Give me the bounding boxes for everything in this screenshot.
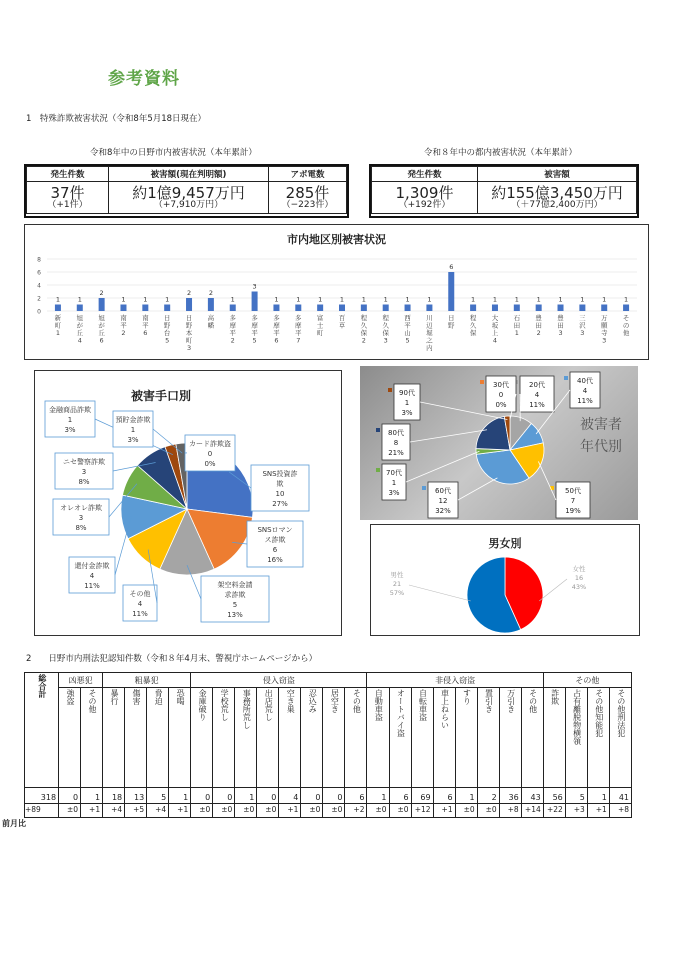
leader-line — [409, 585, 471, 601]
data-label: 8% — [75, 524, 87, 532]
total-diff: +89 — [25, 804, 59, 818]
data-label: 0% — [495, 401, 507, 409]
bar — [579, 305, 585, 312]
diff-cell: ±0 — [191, 804, 213, 818]
count-cell: 0 — [191, 788, 213, 804]
diff-cell: +2 — [345, 804, 367, 818]
total-header: 総合計 — [25, 673, 59, 788]
column-header: 暴行 — [103, 688, 125, 788]
column-header: 自転車盗 — [411, 688, 433, 788]
data-label: 60代 — [435, 487, 451, 495]
bar — [186, 298, 192, 311]
bar-value-label: 1 — [274, 295, 279, 304]
bar — [405, 305, 411, 312]
count-cell: 1 — [367, 788, 389, 804]
bar-chart-title: 市内地区別被害状況 — [287, 233, 386, 246]
count-cell: 0 — [323, 788, 345, 804]
column-header: 忍込み — [301, 688, 323, 788]
bar-value-label: 1 — [558, 295, 563, 304]
count-cell: 18 — [103, 788, 125, 804]
x-tick-label: 豊田 3 — [557, 314, 564, 337]
data-label: 還付金詐欺 — [74, 562, 110, 570]
bar-value-label: 1 — [602, 295, 607, 304]
x-tick-label: 多摩平 7 — [295, 314, 302, 345]
diff-cell: +8 — [609, 804, 631, 818]
data-label: 30代 — [493, 381, 509, 389]
count-cell: 1 — [169, 788, 191, 804]
data-label: ス詐欺 — [264, 536, 286, 544]
hino-apo-header: アポ電数 — [269, 167, 347, 182]
column-header: 学校荒し — [213, 688, 235, 788]
gender-data-label: 16 — [574, 574, 584, 582]
age-pie-title: 被害者年代別 — [580, 417, 622, 456]
x-tick-label: 程久保 — [469, 314, 477, 337]
age-pie-chart — [360, 366, 638, 520]
data-label: 4 — [582, 387, 588, 395]
tokyo-amount-diff: （＋77億2,400万円） — [511, 199, 603, 210]
legend-swatch — [388, 388, 392, 392]
data-label: 預貯金詐欺 — [115, 416, 151, 424]
column-header: 恐喝 — [169, 688, 191, 788]
column-header: 傷害 — [125, 688, 147, 788]
diff-cell: +22 — [543, 804, 565, 818]
count-cell: 0 — [213, 788, 235, 804]
data-label: 金融商品詐欺 — [49, 406, 91, 414]
bar-value-label: 1 — [383, 295, 388, 304]
data-label: オレオレ詐欺 — [60, 504, 102, 512]
column-header: 強盗 — [59, 688, 81, 788]
data-label: 8% — [78, 478, 90, 486]
data-label: SNS投資詐 — [262, 470, 298, 478]
data-label: 1 — [130, 426, 136, 434]
column-header: 居空き — [323, 688, 345, 788]
bar-value-label: 1 — [580, 295, 585, 304]
data-label: 70代 — [386, 469, 402, 477]
tokyo-summary-caption: 令和８年中の都内被害状況（本年累計） — [424, 148, 578, 158]
data-label: 3 — [78, 514, 84, 522]
count-cell: 5 — [147, 788, 169, 804]
bar-value-label: 1 — [77, 295, 82, 304]
data-label: 4 — [89, 572, 95, 580]
data-label: 10 — [275, 490, 285, 498]
count-cell: 1 — [81, 788, 103, 804]
data-label: 12 — [438, 497, 448, 505]
data-label: 1 — [391, 479, 397, 487]
count-cell: 6 — [433, 788, 455, 804]
bar-value-label: 1 — [165, 295, 170, 304]
diff-cell: +1 — [81, 804, 103, 818]
column-header: その他知能犯 — [587, 688, 609, 788]
bar-value-label: 2 — [186, 289, 192, 297]
x-tick-label: 石田 1 — [513, 314, 521, 337]
bar-value-label: 1 — [296, 295, 301, 304]
gender-data-label: 男性 — [390, 571, 404, 579]
legend-swatch — [376, 468, 380, 472]
column-header: その他 — [345, 688, 367, 788]
y-tick-label: 0 — [37, 308, 41, 316]
hino-amount-diff: （+7,910万円） — [153, 199, 224, 210]
x-tick-label: 新町 1 — [54, 314, 62, 337]
bar-value-label: 6 — [449, 263, 454, 271]
bar — [142, 305, 148, 312]
column-header: 事務所荒し — [235, 688, 257, 788]
x-tick-label: 西平山 5 — [404, 314, 411, 345]
diff-cell: ±0 — [257, 804, 279, 818]
bar — [164, 305, 170, 312]
data-label: 11% — [529, 401, 545, 409]
x-tick-label: 日野 — [448, 314, 455, 330]
y-tick-label: 2 — [37, 295, 41, 303]
bar — [448, 272, 454, 311]
count-cell: 2 — [477, 788, 499, 804]
bar — [383, 305, 389, 312]
column-header: オートバイ盗 — [389, 688, 411, 788]
data-label: 8 — [393, 439, 399, 447]
data-label: 0 — [498, 391, 504, 399]
bar — [230, 305, 236, 312]
x-tick-label: 南平 6 — [142, 314, 149, 337]
x-tick-label: 程久保 2 — [360, 314, 368, 345]
bar — [623, 305, 629, 312]
gender-data-label: 女性 — [572, 565, 586, 573]
total-value: 318 — [25, 788, 59, 804]
x-tick-label: 高幡 — [207, 314, 215, 330]
bar — [295, 305, 301, 312]
bar — [120, 305, 126, 312]
count-cell: 1 — [455, 788, 477, 804]
bar-value-label: 3 — [252, 282, 257, 291]
diff-cell: +5 — [125, 804, 147, 818]
diff-cell: +12 — [411, 804, 433, 818]
group-header: 非侵入窃盗 — [367, 673, 543, 688]
data-label: 11% — [132, 610, 148, 618]
bar-value-label: 1 — [536, 295, 541, 304]
bar — [601, 305, 607, 312]
data-label: 1 — [404, 399, 410, 407]
column-header: 詐欺 — [543, 688, 565, 788]
count-cell: 6 — [345, 788, 367, 804]
count-cell: 1 — [235, 788, 257, 804]
diff-cell: ±0 — [389, 804, 411, 818]
group-header: 凶悪犯 — [59, 673, 103, 688]
bar-value-label: 1 — [405, 295, 410, 304]
data-label: 16% — [267, 556, 283, 564]
column-header: 占有離脱物横領 — [565, 688, 587, 788]
bar — [558, 305, 564, 312]
diff-cell: +1 — [279, 804, 301, 818]
count-cell: 6 — [389, 788, 411, 804]
x-tick-label: 大坂上 4 — [491, 314, 499, 345]
count-cell: 0 — [301, 788, 323, 804]
tokyo-count: 1,309件 — [395, 183, 454, 202]
hino-summary-table — [24, 164, 349, 218]
bar-value-label: 1 — [230, 295, 235, 304]
data-label: 4 — [137, 600, 143, 608]
count-cell: 5 — [565, 788, 587, 804]
count-cell: 1 — [587, 788, 609, 804]
count-cell: 41 — [609, 788, 631, 804]
leader-line — [410, 430, 487, 442]
x-tick-label: 富士町 — [316, 314, 324, 337]
bar-value-label: 1 — [318, 295, 323, 304]
x-tick-label: 旭が丘 4 — [76, 314, 84, 345]
count-cell: 13 — [125, 788, 147, 804]
tokyo-summary-table — [369, 164, 639, 218]
column-header: その他刑法犯 — [609, 688, 631, 788]
x-tick-label: 日野台 5 — [163, 314, 171, 345]
x-tick-label: 三沢 3 — [579, 314, 586, 337]
data-label: 架空料金請 — [217, 581, 253, 589]
legend-swatch — [376, 428, 380, 432]
district-bar-chart — [24, 224, 649, 360]
bar — [55, 305, 61, 312]
bar-value-label: 1 — [55, 295, 60, 304]
column-header: すり — [455, 688, 477, 788]
x-tick-label: 旭が丘 6 — [98, 314, 105, 345]
column-header: 自動車盗 — [367, 688, 389, 788]
diff-cell: ±0 — [323, 804, 345, 818]
count-cell: 36 — [499, 788, 521, 804]
data-label: 21% — [388, 449, 404, 457]
bar-value-label: 1 — [624, 295, 629, 304]
x-tick-label: 多摩平 6 — [273, 314, 280, 345]
bar — [77, 305, 83, 312]
data-label: 0 — [207, 450, 213, 458]
data-label: SNSロマン — [257, 526, 293, 534]
diff-cell: +1 — [169, 804, 191, 818]
data-label: 32% — [435, 507, 451, 515]
diff-cell: ±0 — [367, 804, 389, 818]
bar — [99, 298, 105, 311]
column-header: 車上ねらい — [433, 688, 455, 788]
count-cell: 0 — [257, 788, 279, 804]
gender-data-label: 43% — [571, 583, 587, 591]
group-header: 粗暴犯 — [103, 673, 191, 688]
hino-apo: 285件 — [285, 183, 330, 202]
data-label: 6 — [272, 546, 278, 554]
gender-pie-title: 男女別 — [488, 537, 522, 550]
bar-chart-svg — [25, 245, 648, 359]
data-label: 3 — [81, 468, 87, 476]
x-tick-label: 川辺堀之内 — [426, 314, 433, 352]
y-tick-label: 6 — [37, 269, 41, 277]
bar-value-label: 1 — [361, 295, 366, 304]
data-label: 40代 — [577, 377, 593, 385]
leader-line — [539, 579, 567, 601]
data-label: 4 — [534, 391, 540, 399]
tokyo-count-header: 発生件数 — [372, 167, 478, 182]
data-label: 27% — [272, 500, 288, 508]
data-label: 5 — [232, 601, 238, 609]
tokyo-count-diff: （+192件） — [398, 199, 451, 210]
age-pie-svg — [360, 366, 638, 520]
section2-heading: 2 日野市内刑法犯認知件数（令和８年4月末、警視庁ホームページから） — [26, 654, 318, 664]
bar-value-label: 1 — [121, 295, 126, 304]
column-header: 金庫破り — [191, 688, 213, 788]
column-header: 空き巣 — [279, 688, 301, 788]
bar — [426, 305, 432, 312]
group-header: その他 — [543, 673, 631, 688]
group-header: 侵入窃盗 — [191, 673, 367, 688]
y-tick-label: 8 — [37, 256, 41, 264]
data-label: 欺 — [276, 480, 284, 488]
x-tick-label: 日野本町 3 — [185, 314, 193, 352]
bar-value-label: 1 — [339, 295, 345, 304]
data-label: 90代 — [399, 389, 415, 397]
diff-cell: ±0 — [477, 804, 499, 818]
bar — [514, 305, 520, 312]
diff-cell: +4 — [103, 804, 125, 818]
count-cell: 56 — [543, 788, 565, 804]
bar-value-label: 1 — [143, 295, 148, 304]
legend-swatch — [422, 486, 426, 490]
bar — [492, 305, 498, 312]
x-tick-label: 程久保 3 — [382, 314, 389, 345]
hino-count-header: 発生件数 — [27, 167, 109, 182]
section1-heading: 1 特殊詐欺被害状況（令和8年5月18日現在） — [26, 114, 207, 124]
bar — [470, 305, 476, 312]
leader-line — [538, 461, 556, 500]
bar-value-label: 1 — [514, 295, 519, 304]
count-cell: 43 — [521, 788, 543, 804]
diff-cell: +4 — [147, 804, 169, 818]
column-header: その他 — [81, 688, 103, 788]
hino-count: 37件 — [50, 183, 85, 202]
data-label: その他 — [129, 590, 151, 598]
diff-cell: +3 — [565, 804, 587, 818]
data-label: 7 — [570, 497, 576, 505]
bar-value-label: 1 — [492, 295, 498, 304]
count-cell: 0 — [59, 788, 81, 804]
hino-apo-diff: （−223件） — [281, 199, 334, 210]
data-label: 80代 — [388, 429, 404, 437]
x-tick-label: 万願寺 3 — [600, 314, 608, 345]
data-label: 19% — [565, 507, 581, 515]
gender-data-label: 57% — [389, 589, 405, 597]
data-label: カード詐欺盗 — [189, 440, 231, 448]
hino-amount-header: 被害額(現在判明額) — [109, 167, 269, 182]
column-header: 出店荒し — [257, 688, 279, 788]
data-label: 求詐欺 — [224, 591, 246, 599]
bar — [317, 305, 323, 312]
gender-pie-svg — [371, 525, 639, 635]
column-header: 万引き — [499, 688, 521, 788]
y-tick-label: 4 — [37, 282, 41, 290]
bar — [361, 305, 367, 312]
x-tick-label: 多摩平 5 — [251, 314, 258, 345]
data-label: 11% — [577, 397, 593, 405]
diff-cell: +1 — [433, 804, 455, 818]
data-label: 50代 — [565, 487, 581, 495]
leader-line — [406, 451, 479, 482]
method-pie-svg — [35, 371, 341, 635]
data-label: 13% — [227, 611, 243, 619]
legend-swatch — [480, 380, 484, 384]
page-title: 参考資料 — [108, 69, 180, 89]
count-cell: 69 — [411, 788, 433, 804]
gender-pie-chart — [370, 524, 640, 636]
leader-line — [458, 478, 497, 500]
count-cell: 4 — [279, 788, 301, 804]
data-label: 0% — [204, 460, 216, 468]
diff-cell: ±0 — [213, 804, 235, 818]
bar — [208, 298, 214, 311]
bar-value-label: 1 — [427, 295, 432, 304]
hino-count-diff: （+1件） — [47, 199, 88, 210]
diff-cell: ±0 — [301, 804, 323, 818]
column-header: 置引き — [477, 688, 499, 788]
gender-data-label: 21 — [392, 580, 402, 588]
data-label: 20代 — [529, 381, 545, 389]
x-tick-label: 豊田 2 — [535, 314, 542, 337]
diff-cell: ±0 — [455, 804, 477, 818]
x-tick-label: 多摩平 2 — [229, 314, 236, 345]
data-label: 3% — [401, 409, 413, 417]
data-label: 3% — [127, 436, 139, 444]
data-label: 1 — [67, 416, 73, 424]
data-label: 3% — [388, 489, 400, 497]
method-pie-title: 被害手口別 — [131, 389, 192, 403]
x-tick-label: 百草 — [338, 314, 346, 330]
x-tick-label: 南平 2 — [120, 314, 127, 337]
diff-cell: ±0 — [235, 804, 257, 818]
crime-table — [24, 672, 632, 818]
bar-value-label: 1 — [471, 295, 476, 304]
diff-cell: +14 — [521, 804, 543, 818]
bar — [536, 305, 542, 312]
method-pie-chart — [34, 370, 342, 636]
hino-summary-caption: 令和8年中の日野市内被害状況（本年累計） — [90, 148, 257, 158]
bar — [252, 292, 258, 312]
bar — [339, 305, 345, 312]
column-header: その他 — [521, 688, 543, 788]
bar-value-label: 2 — [208, 289, 213, 297]
data-label: ニセ警察詐欺 — [63, 458, 105, 466]
diff-row-label: 前月比 — [2, 819, 26, 828]
column-header: 脅迫 — [147, 688, 169, 788]
tokyo-amount: 約155億3,450万円 — [491, 183, 623, 202]
diff-cell: ±0 — [59, 804, 81, 818]
x-tick-label: その他 — [622, 314, 630, 337]
data-label: 11% — [84, 582, 100, 590]
diff-cell: +1 — [587, 804, 609, 818]
data-label: 3% — [64, 426, 76, 434]
tokyo-amount-header: 被害額 — [478, 167, 637, 182]
bar — [273, 305, 279, 312]
hino-amount: 約1億9,457万円 — [132, 183, 245, 202]
diff-cell: +8 — [499, 804, 521, 818]
bar-value-label: 2 — [99, 289, 104, 297]
legend-swatch — [564, 376, 568, 380]
